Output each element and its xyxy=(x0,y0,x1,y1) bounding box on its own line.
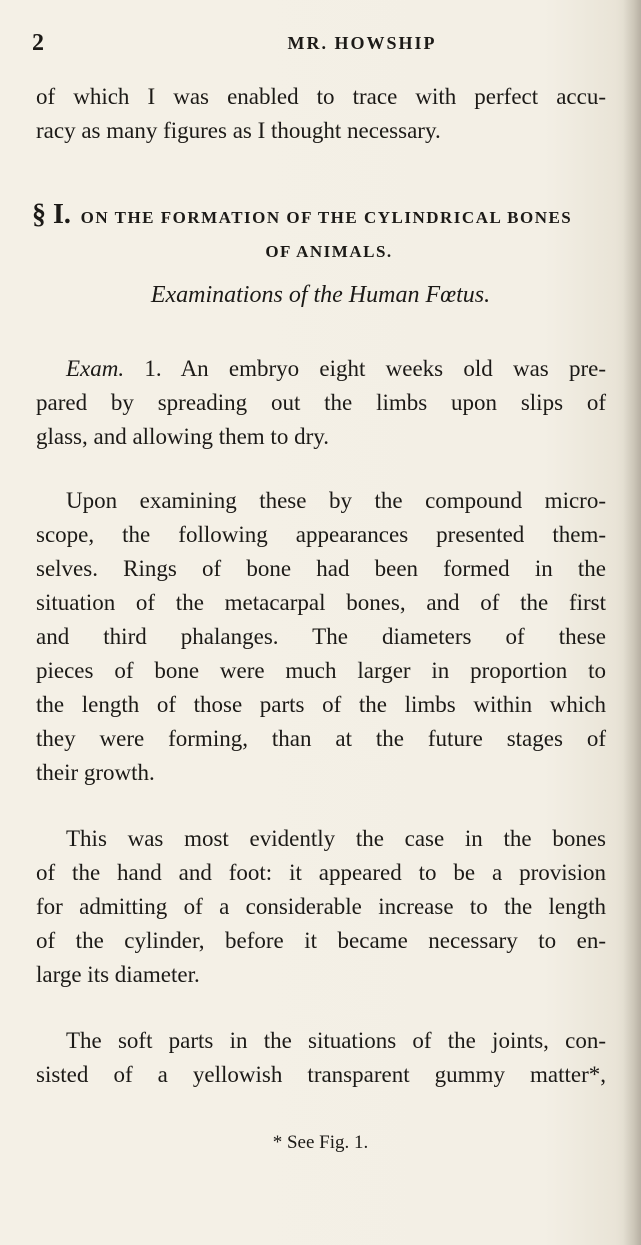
text-line: sisted of a yellowish transparent gummy matter*, xyxy=(36,1062,606,1087)
section-mark: § I. xyxy=(32,199,71,230)
paragraph-soft-parts xyxy=(36,1024,606,1092)
paragraph-exam-1 xyxy=(36,352,606,454)
page-header xyxy=(32,30,612,60)
section-heading-line xyxy=(32,198,610,235)
subheading: Examinations of the Human Fœtus. xyxy=(150,282,491,308)
text-line: scope, the following appearances presented them- xyxy=(36,522,606,547)
footnote: * See Fig. 1. xyxy=(272,1132,369,1153)
text-line: they were forming, than at the future stages of xyxy=(36,726,606,751)
text-line xyxy=(36,352,606,386)
text-line: pieces of bone were much larger in proportion to xyxy=(36,658,606,683)
running-head: MR. HOWSHIP xyxy=(287,33,437,53)
text-line: the length of those parts of the limbs within which xyxy=(36,692,606,717)
text-line: of the cylinder, before it became necessary to en- xyxy=(36,928,606,953)
text-line: of which I was enabled to trace with perfect accu- xyxy=(36,84,606,109)
section-heading xyxy=(32,198,610,269)
exam-first-line: 1. An embryo eight weeks old was pre- xyxy=(144,356,606,381)
text-line: their growth. xyxy=(36,760,155,785)
text-line: pared by spreading out the limbs upon slips of xyxy=(36,390,606,415)
section-title-line-2: OF ANIMALS. xyxy=(265,242,393,261)
text-line: for admitting of a considerable increase to the length xyxy=(36,894,606,919)
text-line: of the hand and foot: it appeared to be a provision xyxy=(36,860,606,885)
text-line: glass, and allowing them to dry. xyxy=(36,424,329,449)
text-line: large its diameter. xyxy=(36,962,200,987)
text-line: Upon examining these by the compound micro- xyxy=(66,488,606,513)
text-line: racy as many figures as I thought necessary. xyxy=(36,118,441,143)
paragraph-examination xyxy=(36,484,606,790)
text-line: selves. Rings of bone had been formed in the xyxy=(36,556,606,581)
paragraph-continuation xyxy=(36,80,606,148)
exam-label: Exam. xyxy=(66,356,125,381)
page-number: 2 xyxy=(32,30,44,56)
text-line: and third phalanges. The diameters of these xyxy=(36,624,606,649)
page-edge-shadow xyxy=(623,0,641,1245)
paragraph-hand-and-foot xyxy=(36,822,606,992)
text-line: This was most evidently the case in the bones xyxy=(66,826,606,851)
section-title-line-1: ON THE FORMATION OF THE CYLINDRICAL BONES xyxy=(80,208,573,227)
text-line: situation of the metacarpal bones, and of the first xyxy=(36,590,606,615)
text-line: The soft parts in the situations of the joints, con- xyxy=(66,1028,606,1053)
